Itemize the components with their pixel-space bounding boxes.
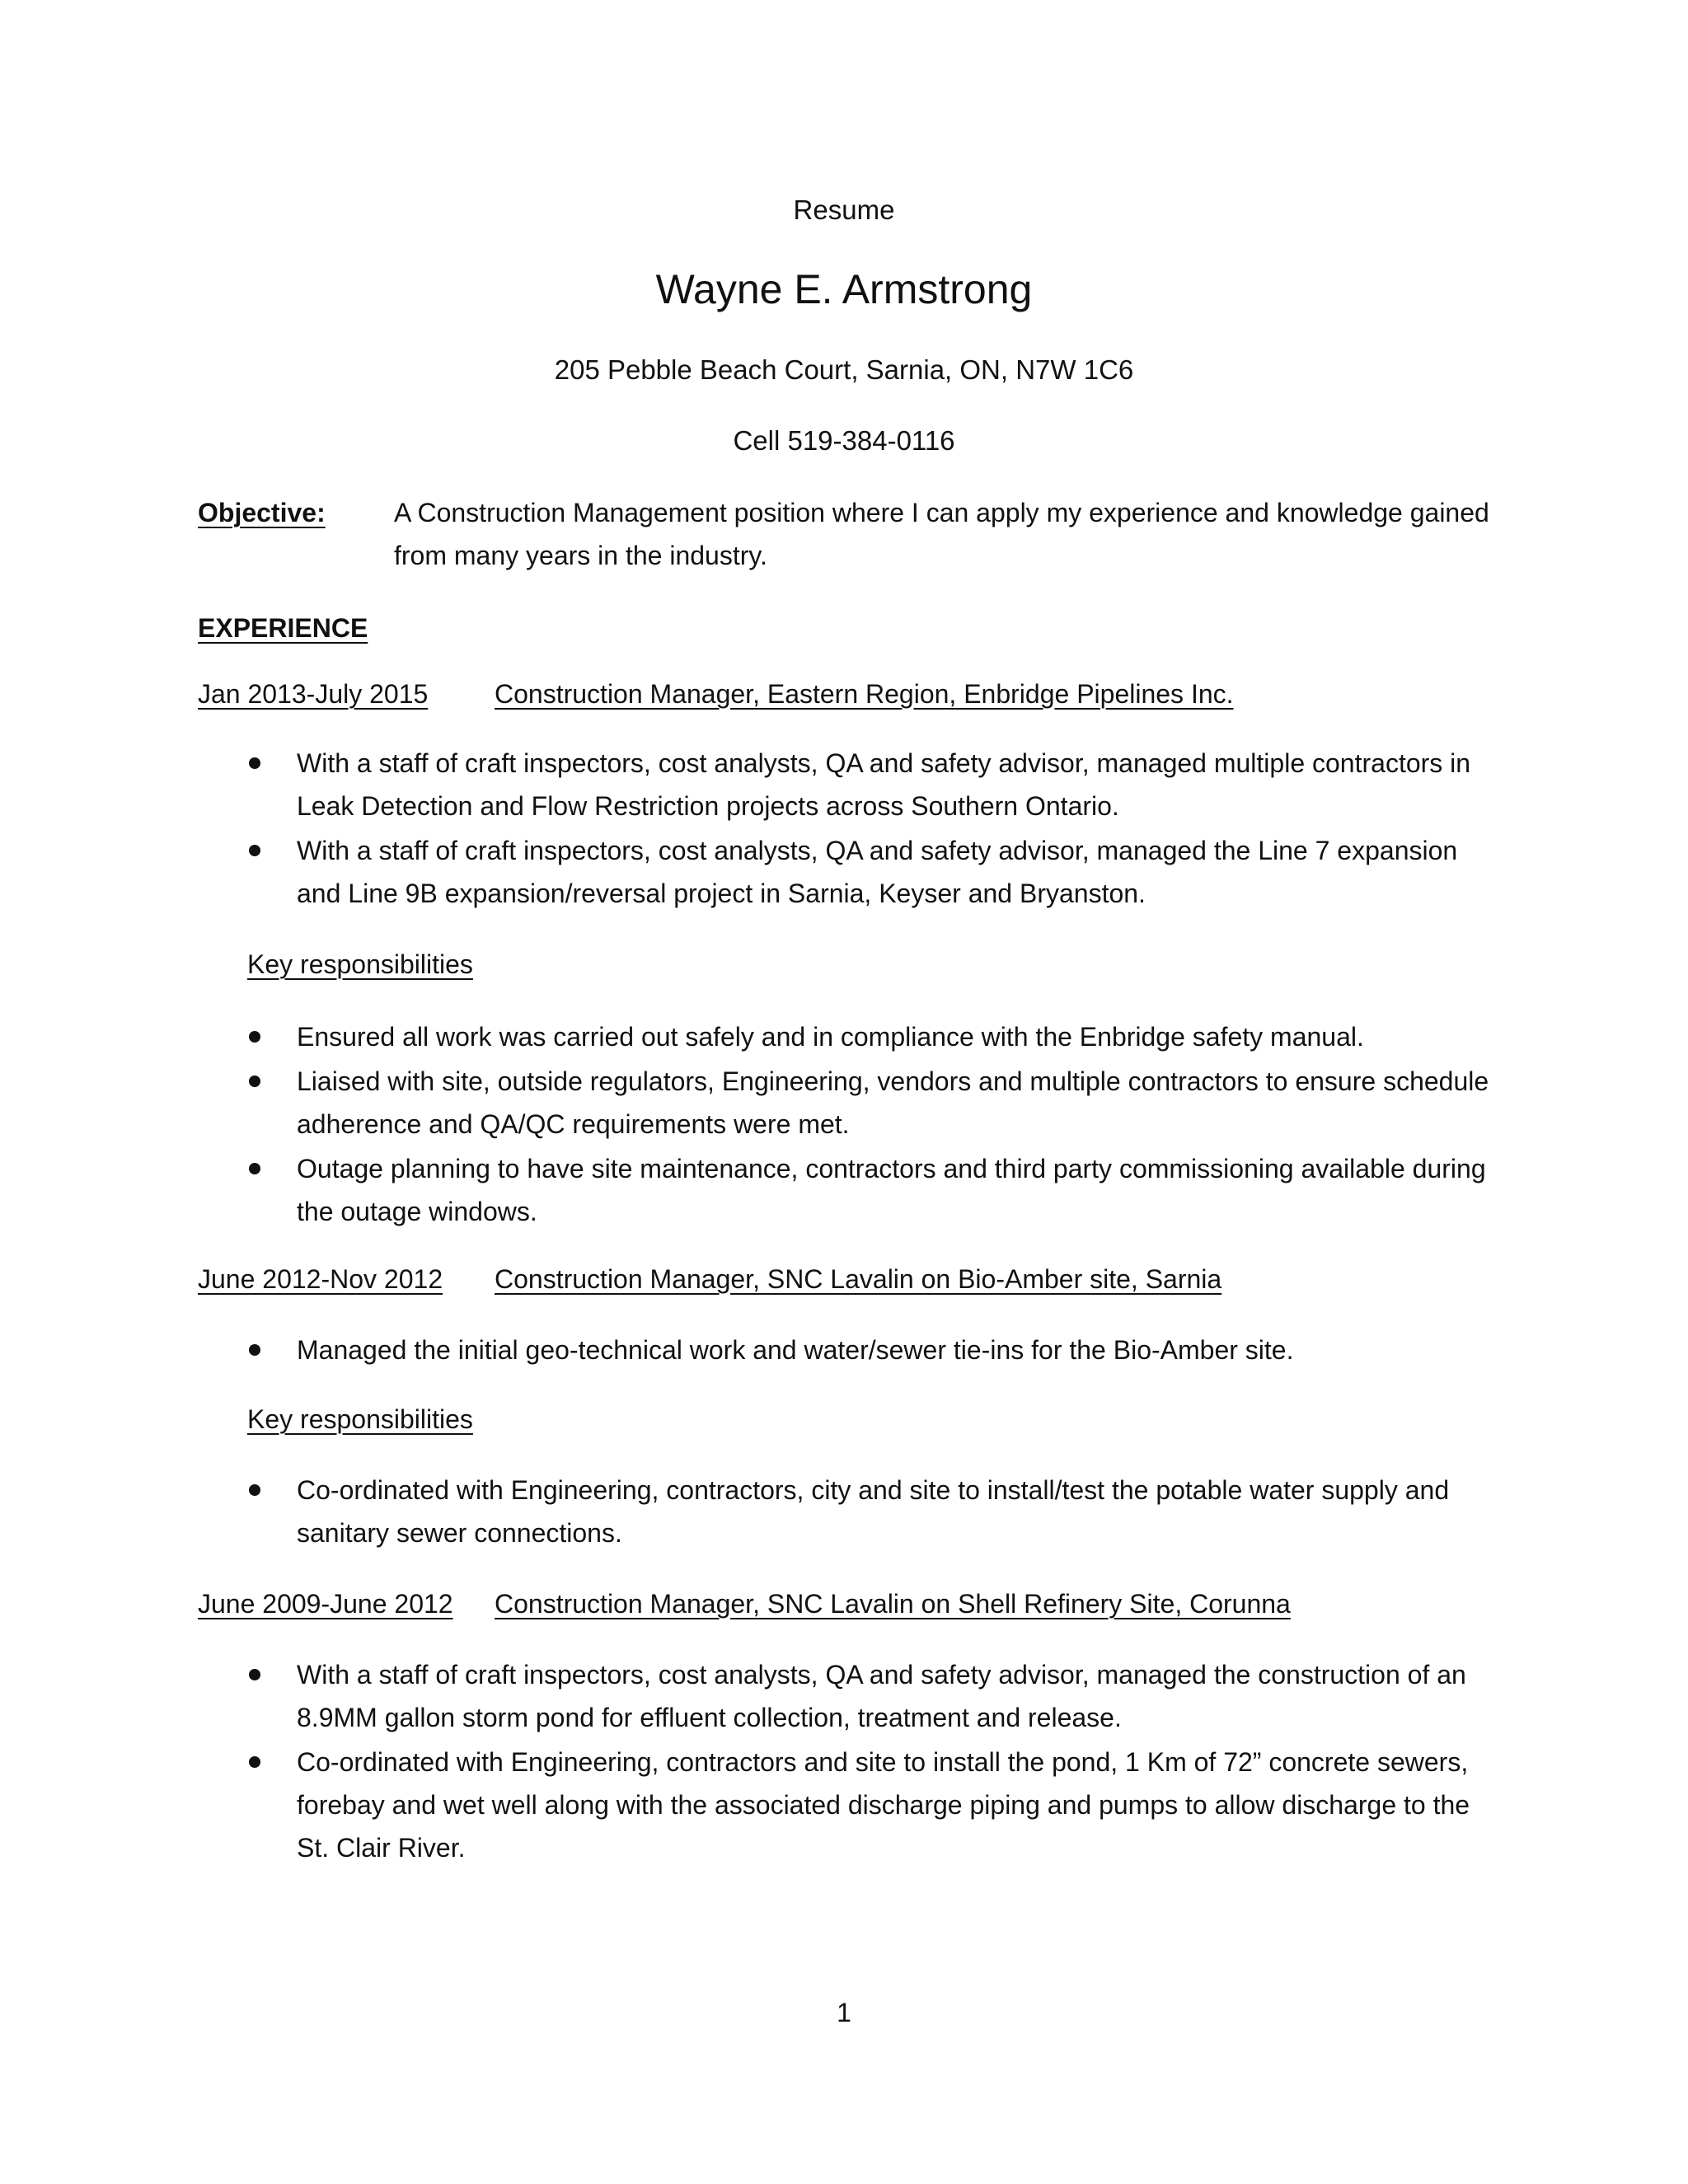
bullet-icon (249, 1484, 260, 1496)
page-number: 1 (837, 1998, 851, 2027)
list-item (247, 1060, 1500, 1146)
job-dates: June 2009-June 2012 (198, 1589, 453, 1619)
list-item (247, 829, 1500, 915)
list-item-text: With a staff of craft inspectors, cost analysts, QA and safety advisor, managed the construction of an 8.9MM gallon storm pond for effluent collection, treatment and release. (297, 1660, 1466, 1732)
bullet-icon (249, 1344, 260, 1356)
bullet-icon (249, 1031, 260, 1043)
list-item-text: With a staff of craft inspectors, cost analysts, QA and safety advisor, managed multiple contractors in Leak Detection and Flow Restriction projects across Southern Ontario. (297, 748, 1471, 821)
candidate-name: Wayne E. Armstrong (655, 266, 1033, 312)
job-dates: Jan 2013-July 2015 (198, 679, 429, 709)
bullet-icon (249, 757, 260, 769)
experience-heading: EXPERIENCE (198, 613, 368, 643)
list-item (247, 1015, 1500, 1058)
job-title: Construction Manager, SNC Lavalin on Shell Refinery Site, Corunna (495, 1589, 1291, 1619)
list-item (247, 1469, 1500, 1554)
list-item (247, 1329, 1500, 1371)
job-dates: June 2012-Nov 2012 (198, 1264, 443, 1294)
key-responsibilities-list (247, 1015, 1500, 1235)
list-item-text: Managed the initial geo-technical work and water/sewer tie-ins for the Bio-Amber site. (297, 1335, 1294, 1365)
list-item-text: Ensured all work was carried out safely and in compliance with the Enbridge safety manual. (297, 1022, 1364, 1052)
list-item (247, 1653, 1500, 1739)
list-item (247, 1741, 1500, 1869)
key-responsibilities-label: Key responsibilities (247, 1404, 473, 1434)
bullet-icon (249, 845, 260, 856)
list-item-text: Co-ordinated with Engineering, contractors, city and site to install/test the potable water supply and sanitary sewer connections. (297, 1475, 1450, 1548)
objective-text: A Construction Management position where I can apply my experience and knowledge gained from many years in the industry. (394, 498, 1489, 570)
key-responsibilities-list (247, 1469, 1500, 1556)
job-duties-list (247, 1653, 1500, 1871)
list-item-text: Outage planning to have site maintenance, contractors and third party commissioning available during the outage windows. (297, 1154, 1486, 1226)
bullet-icon (249, 1076, 260, 1087)
job-title: Construction Manager, Eastern Region, Enbridge Pipelines Inc. (495, 679, 1234, 709)
list-item-text: Co-ordinated with Engineering, contractors and site to install the pond, 1 Km of 72” concrete sewers, forebay and wet well along with the associated discharge piping and pumps to allow discharge to the St. Clair River. (297, 1747, 1470, 1863)
job-duties-list (247, 1329, 1500, 1373)
job-title: Construction Manager, SNC Lavalin on Bio-Amber site, Sarnia (495, 1264, 1222, 1294)
key-responsibilities-label: Key responsibilities (247, 949, 473, 979)
candidate-address: 205 Pebble Beach Court, Sarnia, ON, N7W 1C6 (554, 354, 1134, 385)
list-item-text: Liaised with site, outside regulators, Engineering, vendors and multiple contractors to ensure schedule adherence and QA/QC requirements were met. (297, 1066, 1489, 1139)
bullet-icon (249, 1756, 260, 1768)
list-item (247, 742, 1500, 827)
list-item (247, 1147, 1500, 1233)
document-label: Resume (793, 194, 895, 225)
bullet-icon (249, 1669, 260, 1680)
list-item-text: With a staff of craft inspectors, cost analysts, QA and safety advisor, managed the Line 7 expansion and Line 9B expansion/reversal project in Sarnia, Keyser and Bryanston. (297, 836, 1458, 908)
bullet-icon (249, 1163, 260, 1174)
candidate-phone: Cell 519-384-0116 (733, 425, 955, 456)
job-duties-list (247, 742, 1500, 916)
objective-label: Objective: (198, 498, 326, 527)
